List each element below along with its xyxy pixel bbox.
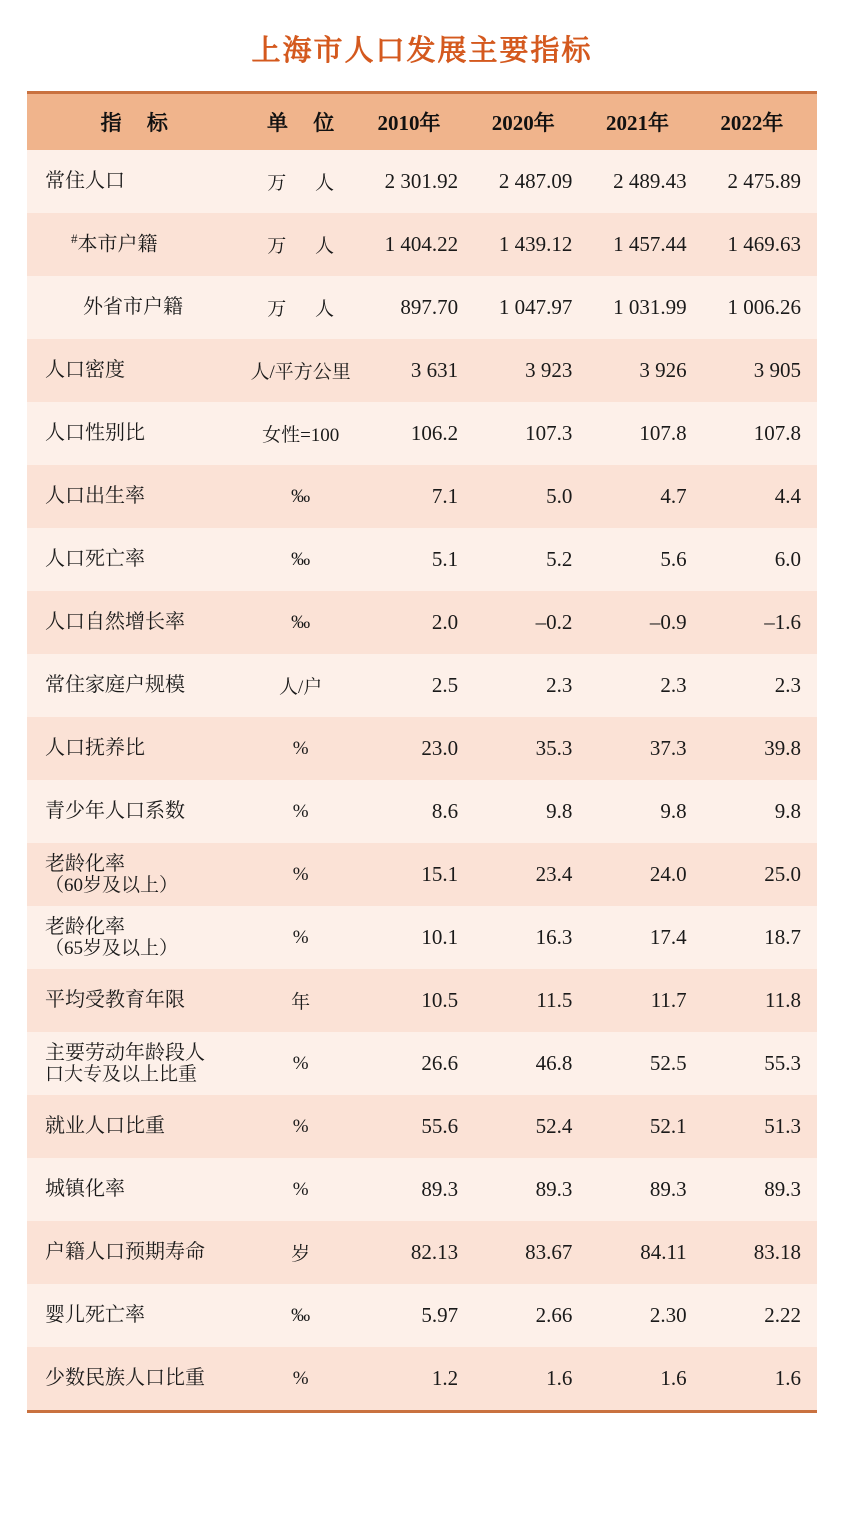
row-indicator: 婴儿死亡率	[27, 1284, 242, 1347]
row-indicator: 人口抚养比	[27, 717, 242, 780]
row-value-2021: 11.7	[588, 969, 702, 1032]
row-indicator: 平均受教育年限	[27, 969, 242, 1032]
row-value-2021: 24.0	[588, 843, 702, 906]
row-value-2020: 2 487.09	[474, 150, 588, 213]
row-value-2010: 2 301.92	[360, 150, 474, 213]
indicator-line-1: 老龄化率	[45, 915, 125, 938]
row-value-2020: 5.0	[474, 465, 588, 528]
row-value-2021: 2.30	[588, 1284, 702, 1347]
row-value-2020: 3 923	[474, 339, 588, 402]
row-value-2010: 1 404.22	[360, 213, 474, 276]
row-value-2022: 1.6	[703, 1347, 817, 1410]
row-unit: 人/平方公里	[242, 339, 360, 402]
row-value-2020: 35.3	[474, 717, 588, 780]
row-unit: ‰	[242, 1284, 360, 1347]
header-year-2021: 2021年	[588, 94, 702, 150]
table-row	[27, 465, 817, 528]
table-row	[27, 1347, 817, 1410]
row-value-2010: 10.5	[360, 969, 474, 1032]
row-value-2021: 84.11	[588, 1221, 702, 1284]
row-unit: ‰	[242, 528, 360, 591]
row-value-2022: 83.18	[703, 1221, 817, 1284]
row-unit: %	[242, 717, 360, 780]
row-indicator: 常住家庭户规模	[27, 654, 242, 717]
row-value-2020: 1 047.97	[474, 276, 588, 339]
row-unit: 年	[242, 969, 360, 1032]
table-row	[27, 969, 817, 1032]
table-row	[27, 528, 817, 591]
row-value-2010: 26.6	[360, 1032, 474, 1095]
row-value-2021: –0.9	[588, 591, 702, 654]
row-value-2021: 107.8	[588, 402, 702, 465]
row-value-2021: 52.5	[588, 1032, 702, 1095]
row-indicator: 人口死亡率	[27, 528, 242, 591]
row-value-2021: 9.8	[588, 780, 702, 843]
row-value-2021: 1 457.44	[588, 213, 702, 276]
header-indicator: 指 标	[27, 94, 242, 150]
row-value-2022: 2 475.89	[703, 150, 817, 213]
row-unit: %	[242, 906, 360, 969]
row-value-2022: 107.8	[703, 402, 817, 465]
row-value-2021: 52.1	[588, 1095, 702, 1158]
row-value-2021: 4.7	[588, 465, 702, 528]
row-value-2020: 1 439.12	[474, 213, 588, 276]
table-row	[27, 654, 817, 717]
footnote-marker: #	[71, 231, 78, 247]
header-year-2010: 2010年	[360, 94, 474, 150]
indicator-line-2: （60岁及以上）	[45, 875, 179, 897]
row-indicator: 就业人口比重	[27, 1095, 242, 1158]
table-body	[27, 150, 817, 1410]
row-unit: %	[242, 1032, 360, 1095]
table-header	[27, 94, 817, 150]
page-title: 上海市人口发展主要指标	[251, 35, 593, 67]
row-indicator	[27, 843, 242, 906]
row-unit: ‰	[242, 465, 360, 528]
row-value-2022: 4.4	[703, 465, 817, 528]
row-value-2020: –0.2	[474, 591, 588, 654]
row-value-2010: 15.1	[360, 843, 474, 906]
header-unit: 单 位	[242, 94, 360, 150]
table-row	[27, 843, 817, 906]
row-value-2010: 23.0	[360, 717, 474, 780]
row-unit: 女性=100	[242, 402, 360, 465]
table-row	[27, 1284, 817, 1347]
row-value-2022: 1 469.63	[703, 213, 817, 276]
row-unit: 万 人	[242, 150, 360, 213]
row-value-2022: 55.3	[703, 1032, 817, 1095]
row-value-2022: 2.3	[703, 654, 817, 717]
row-value-2021: 1 031.99	[588, 276, 702, 339]
table-row	[27, 402, 817, 465]
row-value-2010: 7.1	[360, 465, 474, 528]
row-value-2010: 5.1	[360, 528, 474, 591]
indicator-line-1: 老龄化率	[45, 852, 125, 875]
row-value-2022: 1 006.26	[703, 276, 817, 339]
row-value-2010: 82.13	[360, 1221, 474, 1284]
row-unit: %	[242, 1347, 360, 1410]
row-value-2022: 39.8	[703, 717, 817, 780]
row-value-2020: 9.8	[474, 780, 588, 843]
row-value-2020: 83.67	[474, 1221, 588, 1284]
row-indicator	[27, 1032, 242, 1095]
row-value-2010: 106.2	[360, 402, 474, 465]
row-value-2020: 5.2	[474, 528, 588, 591]
row-value-2020: 46.8	[474, 1032, 588, 1095]
row-value-2020: 2.3	[474, 654, 588, 717]
row-unit: %	[242, 1158, 360, 1221]
table-row	[27, 717, 817, 780]
row-indicator: 少数民族人口比重	[27, 1347, 242, 1410]
row-indicator: 城镇化率	[27, 1158, 242, 1221]
row-value-2021: 1.6	[588, 1347, 702, 1410]
row-indicator: 人口自然增长率	[27, 591, 242, 654]
table-row	[27, 1158, 817, 1221]
row-unit: 岁	[242, 1221, 360, 1284]
indicator-line-2: （65岁及以上）	[45, 938, 179, 960]
row-indicator: 人口性别比	[27, 402, 242, 465]
row-value-2010: 1.2	[360, 1347, 474, 1410]
population-indicators-table	[27, 94, 817, 1410]
row-unit: %	[242, 1095, 360, 1158]
table-row	[27, 276, 817, 339]
row-unit: 万 人	[242, 213, 360, 276]
row-indicator: 外省市户籍	[27, 276, 242, 339]
row-value-2010: 2.0	[360, 591, 474, 654]
row-value-2022: 89.3	[703, 1158, 817, 1221]
row-value-2021: 5.6	[588, 528, 702, 591]
row-value-2022: 2.22	[703, 1284, 817, 1347]
row-value-2020: 16.3	[474, 906, 588, 969]
row-indicator: 青少年人口系数	[27, 780, 242, 843]
row-value-2010: 3 631	[360, 339, 474, 402]
row-value-2022: 25.0	[703, 843, 817, 906]
row-value-2020: 89.3	[474, 1158, 588, 1221]
row-unit: %	[242, 780, 360, 843]
row-value-2022: 51.3	[703, 1095, 817, 1158]
header-year-2020: 2020年	[474, 94, 588, 150]
table-row	[27, 1032, 817, 1095]
row-value-2010: 897.70	[360, 276, 474, 339]
row-unit: 人/户	[242, 654, 360, 717]
row-value-2022: –1.6	[703, 591, 817, 654]
row-value-2022: 9.8	[703, 780, 817, 843]
table-row	[27, 780, 817, 843]
header-year-2022: 2022年	[703, 94, 817, 150]
row-value-2021: 3 926	[588, 339, 702, 402]
table-row	[27, 1221, 817, 1284]
row-value-2021: 2.3	[588, 654, 702, 717]
row-value-2022: 18.7	[703, 906, 817, 969]
row-unit: 万 人	[242, 276, 360, 339]
row-value-2010: 8.6	[360, 780, 474, 843]
header-row	[27, 94, 817, 150]
row-indicator: 人口密度	[27, 339, 242, 402]
table-row	[27, 591, 817, 654]
row-value-2010: 5.97	[360, 1284, 474, 1347]
row-value-2021: 89.3	[588, 1158, 702, 1221]
table-row	[27, 339, 817, 402]
indicator-line-1: 主要劳动年龄段人	[45, 1041, 205, 1064]
row-value-2021: 2 489.43	[588, 150, 702, 213]
row-value-2022: 3 905	[703, 339, 817, 402]
row-value-2010: 89.3	[360, 1158, 474, 1221]
row-value-2021: 37.3	[588, 717, 702, 780]
row-value-2020: 1.6	[474, 1347, 588, 1410]
row-value-2022: 11.8	[703, 969, 817, 1032]
table-row	[27, 150, 817, 213]
row-value-2020: 11.5	[474, 969, 588, 1032]
row-indicator: 人口出生率	[27, 465, 242, 528]
row-value-2020: 52.4	[474, 1095, 588, 1158]
row-unit: ‰	[242, 591, 360, 654]
row-value-2010: 2.5	[360, 654, 474, 717]
row-value-2022: 6.0	[703, 528, 817, 591]
row-value-2020: 2.66	[474, 1284, 588, 1347]
indicator-line-2: 口大专及以上比重	[45, 1064, 198, 1086]
table-row	[27, 906, 817, 969]
row-value-2021: 17.4	[588, 906, 702, 969]
table-bottom-rule	[27, 1410, 817, 1413]
table-row	[27, 1095, 817, 1158]
row-indicator	[27, 906, 242, 969]
row-value-2020: 23.4	[474, 843, 588, 906]
row-indicator: #本市户籍	[27, 213, 242, 276]
row-indicator: 常住人口	[27, 150, 242, 213]
row-value-2020: 107.3	[474, 402, 588, 465]
row-unit: %	[242, 843, 360, 906]
row-value-2010: 55.6	[360, 1095, 474, 1158]
row-indicator: 户籍人口预期寿命	[27, 1221, 242, 1284]
row-value-2010: 10.1	[360, 906, 474, 969]
table-row	[27, 213, 817, 276]
